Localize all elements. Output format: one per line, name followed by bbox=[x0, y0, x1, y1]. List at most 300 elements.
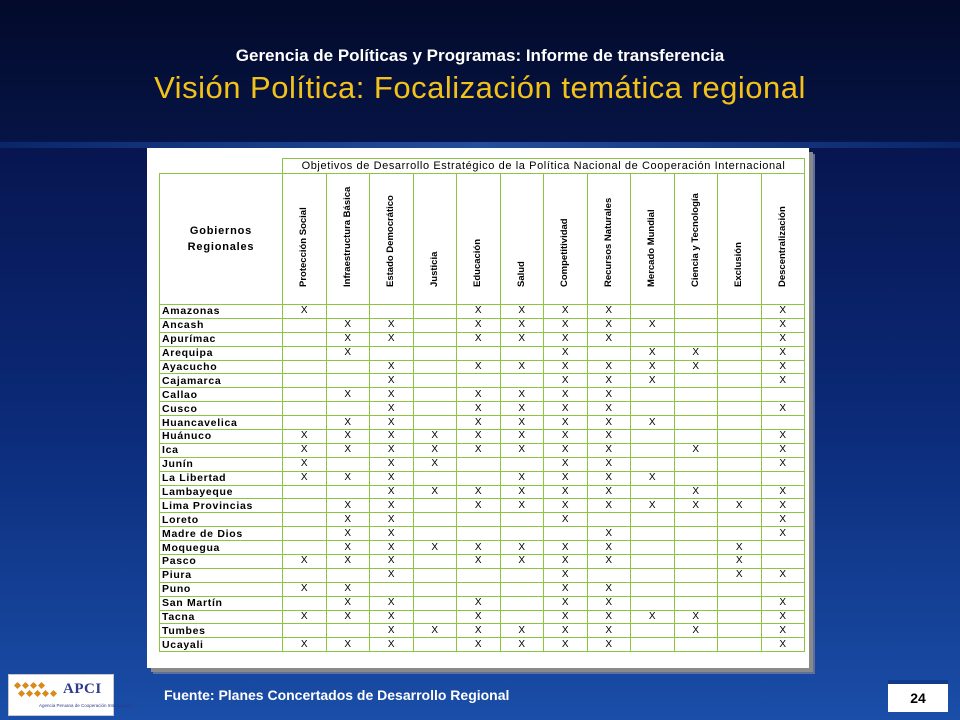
objective-mark: X bbox=[413, 457, 457, 471]
objective-mark: X bbox=[587, 610, 631, 624]
objective-mark: X bbox=[761, 430, 805, 444]
objective-mark: X bbox=[413, 624, 457, 638]
objective-mark: X bbox=[500, 388, 544, 402]
objective-mark: X bbox=[674, 485, 718, 499]
objective-mark: X bbox=[587, 332, 631, 346]
objective-mark: X bbox=[413, 430, 457, 444]
objective-header bbox=[500, 174, 544, 305]
objective-mark: X bbox=[413, 485, 457, 499]
table-row bbox=[160, 318, 805, 332]
region-name: Cajamarca bbox=[160, 374, 283, 388]
objective-mark bbox=[761, 582, 805, 596]
objective-mark: X bbox=[544, 485, 588, 499]
objective-mark bbox=[413, 374, 457, 388]
objective-mark: X bbox=[370, 332, 414, 346]
objective-mark bbox=[631, 388, 675, 402]
objective-mark bbox=[674, 638, 718, 652]
objective-mark: X bbox=[283, 443, 327, 457]
objective-mark: X bbox=[370, 443, 414, 457]
objective-mark: X bbox=[370, 471, 414, 485]
objective-mark bbox=[718, 527, 762, 541]
table-row bbox=[160, 457, 805, 471]
objective-mark bbox=[674, 332, 718, 346]
objective-mark: X bbox=[326, 582, 370, 596]
objective-mark bbox=[413, 568, 457, 582]
objective-mark bbox=[370, 582, 414, 596]
objective-header bbox=[718, 174, 762, 305]
objective-mark: X bbox=[370, 360, 414, 374]
objective-mark: X bbox=[500, 416, 544, 430]
objective-mark bbox=[674, 471, 718, 485]
objective-mark: X bbox=[500, 360, 544, 374]
objective-mark: X bbox=[544, 499, 588, 513]
objective-mark bbox=[413, 346, 457, 360]
objective-mark bbox=[718, 596, 762, 610]
objective-mark bbox=[457, 346, 501, 360]
objective-mark: X bbox=[761, 360, 805, 374]
objective-mark: X bbox=[544, 318, 588, 332]
table-row bbox=[160, 513, 805, 527]
objective-mark: X bbox=[761, 596, 805, 610]
objective-mark: X bbox=[283, 638, 327, 652]
objective-mark: X bbox=[631, 471, 675, 485]
objective-mark bbox=[718, 471, 762, 485]
objective-mark: X bbox=[283, 582, 327, 596]
objective-mark bbox=[718, 582, 762, 596]
objective-mark: X bbox=[326, 541, 370, 555]
objective-mark bbox=[457, 568, 501, 582]
apci-logo-name: APCI bbox=[63, 681, 102, 697]
objective-mark bbox=[631, 443, 675, 457]
objective-mark: X bbox=[544, 610, 588, 624]
objective-mark: X bbox=[500, 499, 544, 513]
objective-mark bbox=[587, 513, 631, 527]
objective-mark bbox=[718, 638, 762, 652]
objective-mark bbox=[674, 568, 718, 582]
objective-mark: X bbox=[674, 610, 718, 624]
objective-mark bbox=[631, 568, 675, 582]
objective-header-label: Protección Social bbox=[298, 207, 310, 287]
objective-mark bbox=[674, 416, 718, 430]
objective-mark bbox=[674, 527, 718, 541]
objective-mark: X bbox=[500, 541, 544, 555]
region-name: Callao bbox=[160, 388, 283, 402]
objective-mark: X bbox=[587, 318, 631, 332]
objective-mark bbox=[718, 346, 762, 360]
objective-mark: X bbox=[457, 485, 501, 499]
objective-mark: X bbox=[500, 305, 544, 319]
objective-mark: X bbox=[326, 471, 370, 485]
table-row bbox=[160, 416, 805, 430]
objective-mark: X bbox=[283, 430, 327, 444]
objective-mark bbox=[631, 596, 675, 610]
objective-mark: X bbox=[283, 471, 327, 485]
objective-mark: X bbox=[544, 568, 588, 582]
objective-mark bbox=[761, 416, 805, 430]
objective-mark: X bbox=[587, 388, 631, 402]
objective-header bbox=[413, 174, 457, 305]
table-row bbox=[160, 499, 805, 513]
objective-mark: X bbox=[544, 388, 588, 402]
table-row bbox=[160, 527, 805, 541]
objective-mark bbox=[457, 374, 501, 388]
objective-mark: X bbox=[326, 416, 370, 430]
objective-mark bbox=[457, 457, 501, 471]
objective-mark: X bbox=[544, 430, 588, 444]
objective-mark bbox=[631, 485, 675, 499]
region-name: Arequipa bbox=[160, 346, 283, 360]
objective-mark: X bbox=[370, 499, 414, 513]
slide-subtitle: Gerencia de Políticas y Programas: Informe de transferencia bbox=[235, 46, 725, 65]
objective-mark bbox=[631, 305, 675, 319]
objective-mark: X bbox=[457, 499, 501, 513]
objective-mark: X bbox=[587, 499, 631, 513]
objective-mark bbox=[674, 457, 718, 471]
table-row bbox=[160, 541, 805, 555]
objective-mark: X bbox=[457, 541, 501, 555]
objective-mark: X bbox=[457, 624, 501, 638]
objective-mark bbox=[283, 624, 327, 638]
table-row bbox=[160, 638, 805, 652]
table-row bbox=[160, 568, 805, 582]
objective-mark: X bbox=[413, 443, 457, 457]
objective-mark: X bbox=[587, 638, 631, 652]
objective-mark: X bbox=[544, 416, 588, 430]
table-row bbox=[160, 610, 805, 624]
objective-mark bbox=[674, 430, 718, 444]
objective-mark bbox=[718, 402, 762, 416]
objective-mark bbox=[500, 527, 544, 541]
objective-mark: X bbox=[326, 527, 370, 541]
objective-mark: X bbox=[631, 499, 675, 513]
region-name: Madre de Dios bbox=[160, 527, 283, 541]
table-card bbox=[147, 148, 809, 668]
objective-mark bbox=[283, 360, 327, 374]
objective-mark: X bbox=[631, 346, 675, 360]
objective-mark bbox=[283, 513, 327, 527]
objective-mark: X bbox=[457, 555, 501, 569]
objective-mark: X bbox=[544, 457, 588, 471]
objective-mark: X bbox=[370, 457, 414, 471]
objective-mark bbox=[761, 388, 805, 402]
objective-mark: X bbox=[370, 568, 414, 582]
objective-mark bbox=[326, 402, 370, 416]
objective-mark bbox=[674, 402, 718, 416]
objective-mark bbox=[326, 624, 370, 638]
objective-mark: X bbox=[457, 638, 501, 652]
objective-mark bbox=[500, 568, 544, 582]
objective-mark: X bbox=[370, 374, 414, 388]
objective-mark bbox=[631, 513, 675, 527]
objective-mark: X bbox=[500, 443, 544, 457]
regions-column-header bbox=[160, 174, 283, 305]
objective-header bbox=[631, 174, 675, 305]
objective-mark bbox=[413, 416, 457, 430]
objective-mark: X bbox=[326, 318, 370, 332]
objective-mark: X bbox=[761, 513, 805, 527]
objective-mark: X bbox=[761, 638, 805, 652]
objective-mark bbox=[413, 638, 457, 652]
objective-mark bbox=[718, 624, 762, 638]
objective-mark: X bbox=[326, 596, 370, 610]
objective-mark bbox=[283, 596, 327, 610]
objective-mark: X bbox=[544, 638, 588, 652]
objective-mark bbox=[718, 416, 762, 430]
table-row bbox=[160, 596, 805, 610]
objective-mark bbox=[413, 610, 457, 624]
table-row bbox=[160, 443, 805, 457]
objective-header bbox=[587, 174, 631, 305]
objective-mark bbox=[413, 332, 457, 346]
region-name: Loreto bbox=[160, 513, 283, 527]
objective-mark: X bbox=[457, 596, 501, 610]
objective-mark: X bbox=[370, 624, 414, 638]
objective-mark bbox=[761, 541, 805, 555]
objective-mark: X bbox=[326, 332, 370, 346]
objective-mark: X bbox=[326, 346, 370, 360]
objective-header bbox=[283, 174, 327, 305]
region-name: Ancash bbox=[160, 318, 283, 332]
objective-mark: X bbox=[326, 388, 370, 402]
objective-header-label: Justicia bbox=[428, 251, 440, 287]
objective-mark: X bbox=[283, 457, 327, 471]
table-row bbox=[160, 388, 805, 402]
objective-mark bbox=[718, 430, 762, 444]
objective-mark: X bbox=[544, 596, 588, 610]
objective-mark: X bbox=[587, 305, 631, 319]
objective-mark: X bbox=[761, 374, 805, 388]
objective-mark: X bbox=[631, 360, 675, 374]
objective-mark bbox=[718, 374, 762, 388]
table-row bbox=[160, 402, 805, 416]
objective-mark bbox=[413, 499, 457, 513]
objective-mark bbox=[500, 582, 544, 596]
objective-mark bbox=[674, 305, 718, 319]
objective-mark bbox=[718, 513, 762, 527]
objective-header-label: Educación bbox=[472, 238, 484, 287]
objective-mark bbox=[457, 527, 501, 541]
objective-mark: X bbox=[370, 430, 414, 444]
objective-mark bbox=[544, 527, 588, 541]
objective-mark: X bbox=[718, 568, 762, 582]
objective-header-label: Salud bbox=[515, 261, 527, 287]
objective-mark: X bbox=[761, 346, 805, 360]
objective-mark: X bbox=[370, 541, 414, 555]
objective-mark bbox=[631, 527, 675, 541]
objective-header-label: Descentralización bbox=[776, 206, 788, 287]
objective-mark: X bbox=[370, 638, 414, 652]
objective-mark: X bbox=[326, 555, 370, 569]
objective-mark bbox=[500, 374, 544, 388]
objective-mark: X bbox=[544, 471, 588, 485]
objective-mark: X bbox=[718, 555, 762, 569]
objective-mark: X bbox=[500, 402, 544, 416]
objective-mark: X bbox=[587, 457, 631, 471]
table-row bbox=[160, 360, 805, 374]
objective-mark bbox=[631, 332, 675, 346]
table-row bbox=[160, 346, 805, 360]
objective-mark: X bbox=[587, 360, 631, 374]
objective-mark bbox=[413, 527, 457, 541]
region-name: Moquegua bbox=[160, 541, 283, 555]
objective-mark bbox=[413, 318, 457, 332]
objective-mark bbox=[413, 471, 457, 485]
objective-mark bbox=[500, 346, 544, 360]
objective-mark bbox=[718, 318, 762, 332]
objective-mark bbox=[457, 513, 501, 527]
objective-mark bbox=[761, 471, 805, 485]
objective-mark: X bbox=[544, 555, 588, 569]
objective-mark: X bbox=[761, 499, 805, 513]
objective-mark bbox=[761, 555, 805, 569]
objective-mark: X bbox=[457, 416, 501, 430]
objective-mark: X bbox=[587, 416, 631, 430]
objective-mark: X bbox=[326, 610, 370, 624]
objective-header-label: Recursos Naturales bbox=[602, 197, 614, 287]
objective-mark: X bbox=[587, 374, 631, 388]
objective-mark bbox=[370, 346, 414, 360]
objective-mark bbox=[326, 457, 370, 471]
objective-mark bbox=[283, 318, 327, 332]
objective-mark bbox=[326, 360, 370, 374]
objective-mark bbox=[413, 596, 457, 610]
objective-mark: X bbox=[587, 541, 631, 555]
objective-mark bbox=[674, 555, 718, 569]
objective-mark bbox=[718, 610, 762, 624]
slide-title: Visión Política: Focalización temática regional bbox=[154, 70, 806, 105]
objective-mark: X bbox=[544, 443, 588, 457]
objective-header bbox=[674, 174, 718, 305]
objective-mark bbox=[631, 402, 675, 416]
objective-mark: X bbox=[761, 624, 805, 638]
objective-mark bbox=[674, 582, 718, 596]
region-name: Lima Provincias bbox=[160, 499, 283, 513]
table-corner bbox=[160, 159, 283, 174]
table-row bbox=[160, 305, 805, 319]
objective-mark: X bbox=[587, 402, 631, 416]
region-name: Apurímac bbox=[160, 332, 283, 346]
region-name: Amazonas bbox=[160, 305, 283, 319]
objective-mark: X bbox=[587, 485, 631, 499]
objective-mark bbox=[718, 485, 762, 499]
objective-mark: X bbox=[500, 485, 544, 499]
objective-mark: X bbox=[500, 638, 544, 652]
objective-mark bbox=[674, 388, 718, 402]
objective-mark bbox=[500, 513, 544, 527]
objective-mark: X bbox=[457, 430, 501, 444]
objective-mark: X bbox=[370, 402, 414, 416]
objective-mark: X bbox=[370, 555, 414, 569]
objective-mark: X bbox=[761, 527, 805, 541]
objective-mark bbox=[413, 513, 457, 527]
regions-header-line2: Regionales bbox=[187, 241, 255, 253]
objective-header-label: Estado Democrático bbox=[385, 195, 397, 287]
objective-mark: X bbox=[674, 443, 718, 457]
objective-mark bbox=[326, 485, 370, 499]
objective-mark bbox=[413, 360, 457, 374]
objective-mark: X bbox=[761, 485, 805, 499]
table-row bbox=[160, 555, 805, 569]
objective-mark: X bbox=[326, 430, 370, 444]
objective-mark bbox=[413, 305, 457, 319]
objective-mark bbox=[674, 318, 718, 332]
objective-mark: X bbox=[587, 555, 631, 569]
objective-mark bbox=[587, 568, 631, 582]
region-name: Tumbes bbox=[160, 624, 283, 638]
objective-mark: X bbox=[500, 471, 544, 485]
region-name: Huánuco bbox=[160, 430, 283, 444]
table-row bbox=[160, 471, 805, 485]
objective-header-label: Infraestructura Básica bbox=[341, 186, 353, 287]
regions-header-line1: Gobiernos bbox=[189, 225, 253, 237]
objective-mark: X bbox=[457, 305, 501, 319]
objective-mark bbox=[283, 388, 327, 402]
objective-mark: X bbox=[761, 610, 805, 624]
objective-mark: X bbox=[761, 305, 805, 319]
objective-header bbox=[326, 174, 370, 305]
objective-mark: X bbox=[674, 624, 718, 638]
objective-mark bbox=[631, 457, 675, 471]
objective-mark: X bbox=[283, 555, 327, 569]
objective-mark: X bbox=[544, 360, 588, 374]
objective-header bbox=[544, 174, 588, 305]
objective-mark bbox=[326, 568, 370, 582]
objective-mark: X bbox=[500, 332, 544, 346]
objective-mark: X bbox=[761, 402, 805, 416]
region-name: Cusco bbox=[160, 402, 283, 416]
objective-header-label: Ciencia y Tecnología bbox=[689, 193, 701, 287]
table-row bbox=[160, 624, 805, 638]
objective-mark: X bbox=[761, 568, 805, 582]
objective-mark: X bbox=[326, 638, 370, 652]
objective-header-label: Exclusión bbox=[733, 242, 745, 287]
objective-mark: X bbox=[631, 318, 675, 332]
apci-logo-icon bbox=[13, 679, 61, 703]
objective-mark bbox=[283, 568, 327, 582]
objective-header-label: Competitividad bbox=[559, 218, 571, 287]
objective-mark bbox=[631, 638, 675, 652]
objective-mark bbox=[674, 541, 718, 555]
objective-header bbox=[370, 174, 414, 305]
region-name: Pasco bbox=[160, 555, 283, 569]
objective-mark bbox=[283, 485, 327, 499]
objective-mark: X bbox=[544, 332, 588, 346]
objective-mark: X bbox=[283, 610, 327, 624]
objective-mark: X bbox=[457, 318, 501, 332]
objective-mark: X bbox=[718, 499, 762, 513]
objective-mark bbox=[631, 555, 675, 569]
objective-mark: X bbox=[544, 305, 588, 319]
region-name: Lambayeque bbox=[160, 485, 283, 499]
region-name: Ucayali bbox=[160, 638, 283, 652]
table-row bbox=[160, 430, 805, 444]
objective-mark bbox=[283, 346, 327, 360]
objective-mark bbox=[631, 582, 675, 596]
objective-mark bbox=[500, 457, 544, 471]
objective-mark: X bbox=[370, 485, 414, 499]
objective-mark bbox=[718, 332, 762, 346]
objective-mark bbox=[718, 305, 762, 319]
region-name: Junín bbox=[160, 457, 283, 471]
objective-mark bbox=[631, 541, 675, 555]
objective-mark: X bbox=[326, 443, 370, 457]
objective-mark bbox=[413, 555, 457, 569]
objective-mark: X bbox=[370, 596, 414, 610]
objective-mark: X bbox=[544, 541, 588, 555]
objective-mark: X bbox=[326, 499, 370, 513]
region-name: Ica bbox=[160, 443, 283, 457]
page-number: 24 bbox=[888, 684, 948, 712]
